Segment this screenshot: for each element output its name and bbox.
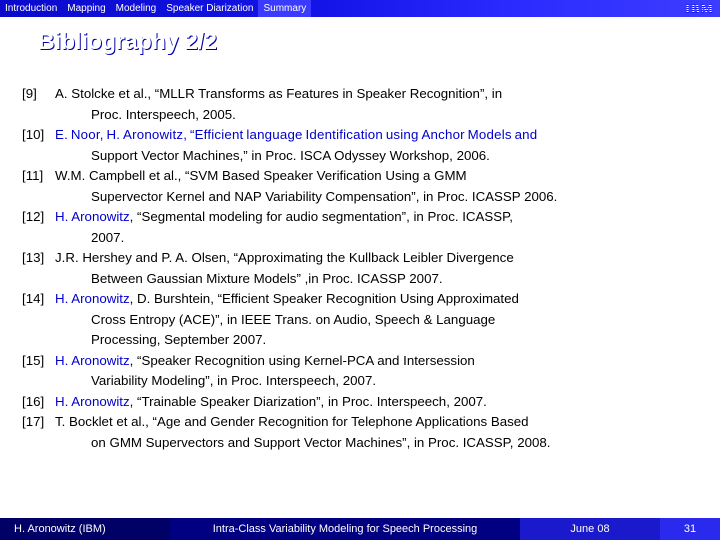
reference-line: Supervector Kernel and NAP Variability Compensation”, in Proc. ICASSP 2006.	[91, 188, 558, 204]
footer-date: June 08	[520, 518, 660, 540]
list-item	[22, 166, 700, 207]
list-item	[22, 392, 700, 413]
reference-line: Between Gaussian Mixture Models” ,in Proc. ICASSP 2007.	[91, 270, 443, 286]
reference-line: , “Speaker Recognition using Kernel-PCA and Intersession	[129, 352, 475, 368]
reference-line: A. Stolcke et al., “MLLR Transforms as Features in Speaker Recognition”, in	[55, 86, 503, 101]
reference-line: Processing, September 2007.	[91, 332, 267, 347]
reference-text	[55, 248, 700, 289]
reference-number: [13]	[22, 250, 45, 265]
reference-text	[55, 412, 700, 453]
footer-author: H. Aronowitz (IBM)	[0, 518, 170, 540]
reference-number: [14]	[22, 291, 45, 306]
reference-number: [11]	[22, 168, 44, 183]
nav-item-introduction[interactable]: Introduction	[5, 3, 58, 14]
reference-text	[55, 125, 700, 166]
nav-item-summary[interactable]: Summary	[258, 0, 311, 17]
reference-text	[55, 207, 700, 248]
reference-line: J.R. Hershey and P. A. Olsen, “Approximating the Kullback Leibler Divergence	[55, 250, 514, 265]
reference-text	[55, 289, 700, 351]
reference-line: Variability Modeling”, in Proc. Interspeech, 2007.	[91, 373, 377, 388]
reference-line: , “Segmental modeling for audio segmentation”, in Proc. ICASSP,	[129, 209, 513, 224]
bibliography-list	[22, 84, 700, 453]
reference-line: on GMM Supervectors and Support Vector Machines”, in Proc. ICASSP, 2008.	[91, 434, 551, 450]
reference-text	[55, 166, 700, 207]
reference-line: , “Trainable Speaker Diarization”, in Proc. Interspeech, 2007.	[129, 393, 487, 409]
list-item	[22, 289, 700, 351]
list-item	[22, 248, 700, 289]
reference-author-highlighted: H. Aronowitz	[55, 209, 130, 224]
reference-number: [16]	[22, 393, 45, 409]
reference-number: [15]	[22, 352, 45, 368]
reference-author-highlighted: H. Aronowitz	[55, 393, 130, 409]
reference-number: [17]	[22, 414, 45, 429]
footer-subject: Intra-Class Variability Modeling for Speech Processing	[170, 518, 520, 540]
reference-line: Proc. Interspeech, 2005.	[91, 106, 236, 122]
ibm-logo-icon: IBM	[685, 1, 714, 16]
list-item	[22, 207, 700, 248]
list-item	[22, 412, 700, 453]
reference-line: Support Vector Machines,” in Proc. ISCA Odyssey Workshop, 2006.	[91, 147, 490, 163]
reference-line: 2007.	[91, 229, 125, 245]
list-item	[22, 125, 700, 166]
footer-page-number: 31	[660, 518, 720, 540]
reference-line: T. Bocklet et al., “Age and Gender Recognition for Telephone Applications Based	[55, 414, 529, 429]
reference-text	[55, 351, 700, 392]
nav-item-mapping[interactable]: Mapping	[67, 3, 106, 14]
top-navigation-bar	[0, 0, 720, 17]
reference-line: Cross Entropy (ACE)”, in IEEE Trans. on Audio, Speech & Language	[91, 311, 496, 327]
section-nav	[0, 0, 311, 17]
list-item	[22, 84, 700, 125]
reference-line: W.M. Campbell et al., “SVM Based Speaker Verification Using a GMM	[55, 168, 467, 183]
reference-line: , D. Burshtein, “Efficient Speaker Recognition Using Approximated	[129, 291, 519, 306]
reference-author-highlighted: H. Aronowitz	[55, 291, 130, 306]
slide-footer	[0, 518, 720, 540]
reference-number: [12]	[22, 209, 45, 224]
page-title: Bibliography 2/2	[38, 28, 217, 54]
reference-number: [9]	[22, 86, 37, 101]
reference-text	[55, 84, 700, 125]
list-item	[22, 351, 700, 392]
reference-text	[55, 392, 700, 413]
nav-item-modeling[interactable]: Modeling	[115, 3, 157, 14]
reference-number: [10]	[22, 127, 45, 142]
nav-item-speaker-diarization[interactable]: Speaker Diarization	[166, 3, 254, 14]
reference-line-highlighted: E. Noor, H. Aronowitz, “Efficient language Identification using Anchor Models and	[55, 127, 538, 142]
reference-author-highlighted: H. Aronowitz	[55, 352, 130, 368]
